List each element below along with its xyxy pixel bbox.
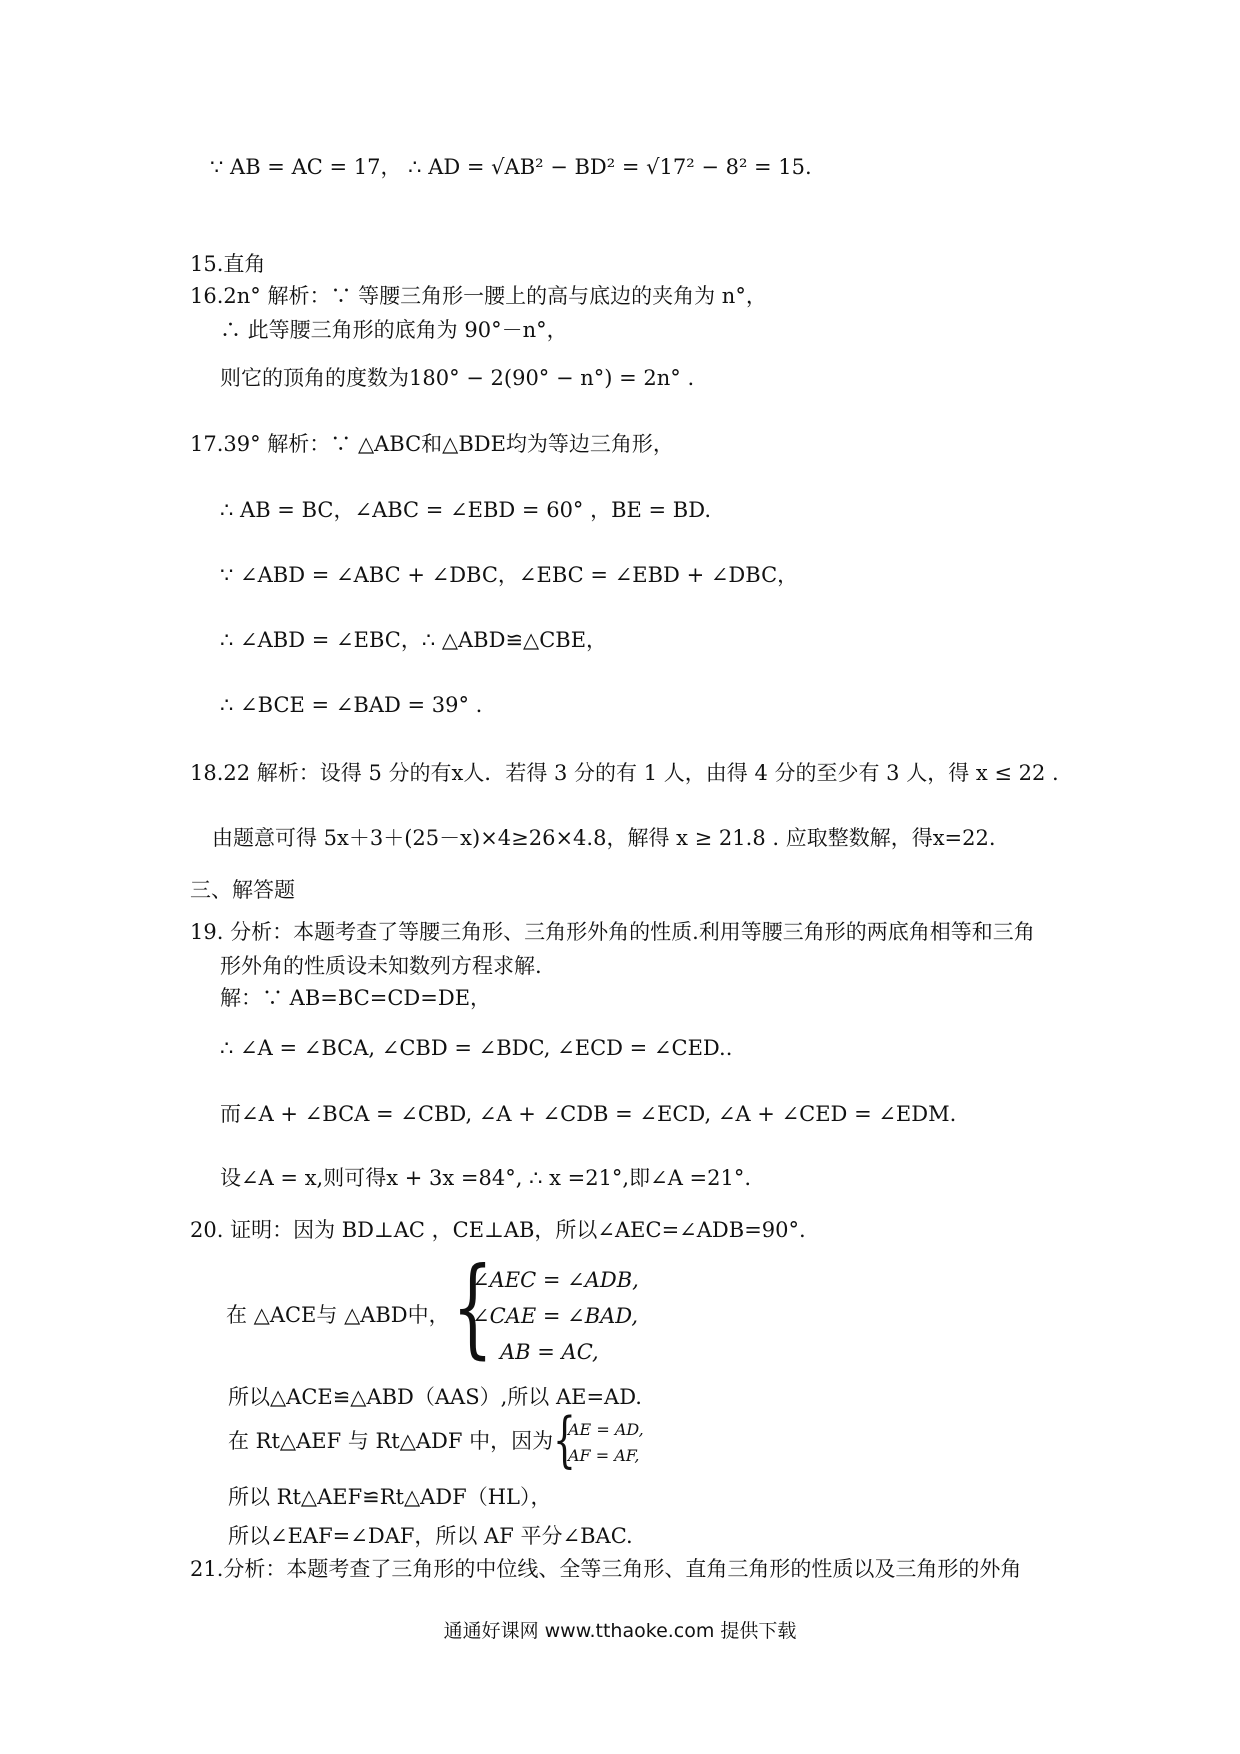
brace-left-2: {: [553, 1405, 576, 1475]
text-line-19: 设∠A = x,则可得x + 3x =84°, ∴ x =21°,即∠A =21°.: [220, 1166, 752, 1190]
system2-line-2: AF = AF,: [568, 1446, 640, 1465]
text-line-26: 21.分析：本题考查了三角形的中位线、全等三角形、直角三角形的性质以及三角形的外角: [190, 1557, 1022, 1581]
text-line-6: 17.39° 解析：∵ △ABC和△BDE均为等边三角形，: [190, 432, 674, 456]
text-line-5: 则它的顶角的度数为180° − 2(90° − n°) = 2n° .: [220, 366, 695, 390]
text-line-13: 三、解答题: [190, 878, 295, 902]
system1-line-3: AB = AC,: [500, 1340, 599, 1364]
system2-line-1: AE = AD,: [568, 1420, 644, 1439]
text-line-21: 在 △ACE与 △ABD中，: [226, 1303, 450, 1327]
text-line-14: 19. 分析：本题考查了等腰三角形、三角形外角的性质.利用等腰三角形的两底角相等和三角: [190, 920, 1035, 944]
text-line-10: ∴ ∠BCE = ∠BAD = 39° .: [220, 693, 483, 717]
text-line-22: 所以△ACE≌△ABD（AAS）,所以 AE=AD.: [228, 1385, 642, 1409]
text-line-9: ∴ ∠ABD = ∠EBC，∴ △ABD≌△CBE，: [220, 628, 608, 652]
text-line-8: ∵ ∠ABD = ∠ABC + ∠DBC，∠EBC = ∠EBD + ∠DBC，: [220, 563, 799, 587]
brace-left-1: {: [452, 1245, 494, 1370]
text-line-25: 所以∠EAF=∠DAF，所以 AF 平分∠BAC.: [228, 1524, 633, 1548]
text-line-2: 15.直角: [190, 252, 266, 276]
text-line-4: ∴ 此等腰三角形的底角为 90°－n°，: [220, 318, 568, 342]
text-line-24: 所以 Rt△AEF≌Rt△ADF（HL），: [228, 1485, 552, 1509]
text-line-15: 形外角的性质设未知数列方程求解.: [220, 954, 542, 978]
text-line-3: 16.2n° 解析：∵ 等腰三角形一腰上的高与底边的夹角为 n°，: [190, 284, 767, 308]
system1-line-2: ∠CAE = ∠BAD,: [472, 1304, 639, 1328]
page-footer: 通通好课网 www.tthaoke.com 提供下载: [443, 1620, 797, 1642]
text-line-7: ∴ AB = BC，∠ABC = ∠EBD = 60° ，BE = BD.: [220, 498, 712, 522]
text-line-16: 解：∵ AB=BC=CD=DE，: [220, 986, 492, 1010]
text-line-1: ∵ AB = AC = 17， ∴ AD = √AB² − BD² = √17² − 8² = 15.: [210, 155, 812, 179]
text-line-11: 18.22 解析：设得 5 分的有x人．若得 3 分的有 1 人，由得 4 分的至少有 3 人，得 x ≤ 22 .: [190, 761, 1059, 785]
system1-line-1: ∠AEC = ∠ADB,: [472, 1268, 639, 1292]
text-line-18: 而∠A + ∠BCA = ∠CBD, ∠A + ∠CDB = ∠ECD, ∠A + ∠CED = ∠EDM.: [220, 1102, 957, 1126]
text-line-20: 20. 证明：因为 BD⊥AC ，CE⊥AB，所以∠AEC=∠ADB=90°.: [190, 1218, 806, 1242]
text-line-12: 由题意可得 5x＋3＋(25－x)×4≥26×4.8，解得 x ≥ 21.8 . 应取整数解，得x=22.: [212, 826, 996, 850]
text-line-17: ∴ ∠A = ∠BCA, ∠CBD = ∠BDC, ∠ECD = ∠CED..: [220, 1036, 733, 1060]
text-line-23: 在 Rt△AEF 与 Rt△ADF 中，因为: [228, 1429, 554, 1453]
